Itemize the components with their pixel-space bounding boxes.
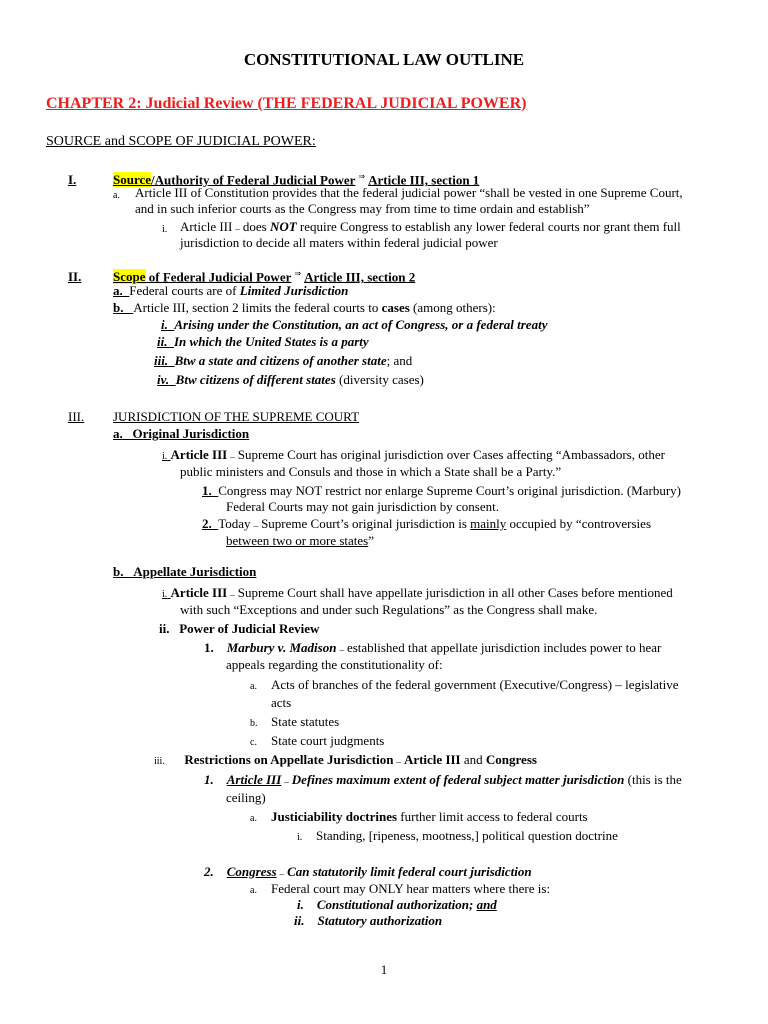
list-item-text: Federal court may ONLY hear matters where there is: xyxy=(271,881,551,896)
subsection-heading: b. Appellate Jurisdiction xyxy=(113,564,257,579)
list-item: iv. Btw citizens of different states (diversity cases) xyxy=(157,372,424,387)
dash-icon: – xyxy=(230,590,235,600)
subsection-heading: a. Original Jurisdiction xyxy=(113,426,250,441)
list-item: ii. Power of Judicial Review xyxy=(159,621,320,636)
list-item: a. xyxy=(250,813,257,824)
list-item: 2. Congress – Can statutorily limit federal court jurisdiction xyxy=(204,864,532,879)
heading-tail: Article III, section 1 xyxy=(368,172,480,188)
list-item-text: Article III – does NOT require Congress to establish any lower federal courts nor grant them full xyxy=(180,219,681,234)
list-item: b. xyxy=(250,718,258,729)
list-item: i. xyxy=(297,832,303,843)
numeral: II. xyxy=(68,269,82,285)
list-item-marker: i. xyxy=(162,224,168,235)
list-item: a. Federal courts are of Limited Jurisdiction xyxy=(113,283,349,298)
list-item: i. Article III – Supreme Court has original jurisdiction over Cases affecting “Ambassadors, other xyxy=(162,447,665,462)
list-item-text: acts xyxy=(271,695,292,710)
list-item: a. xyxy=(250,681,257,692)
list-item-text: Standing, [ripeness, mootness,] political question doctrine xyxy=(316,828,618,843)
list-item: iii. Btw a state and citizens of another state; and xyxy=(154,353,413,368)
dash-icon: – xyxy=(339,645,344,655)
arrow-icon: ⇒ xyxy=(294,269,302,278)
list-item-text: jurisdiction to decide all maters within federal judicial power xyxy=(180,235,498,250)
document-title: CONSTITUTIONAL LAW OUTLINE xyxy=(243,50,525,69)
list-item: b. Article III, section 2 limits the federal courts to cases (among others): xyxy=(113,300,496,315)
section-iii-heading: III. JURISDICTION OF THE SUPREME COURT xyxy=(68,409,360,424)
arrow-icon: ⇒ xyxy=(358,172,366,181)
dash-icon: – xyxy=(235,224,240,234)
list-item-text: appeals regarding the constitutionality of: xyxy=(226,657,443,672)
page-number: 1 xyxy=(380,962,388,977)
list-item-text: public ministers and Consuls and those in which a State shall be a Party.” xyxy=(180,464,562,479)
highlight-text: Source xyxy=(113,172,152,188)
list-item-text: and in such inferior courts as the Congress may from time to time ordain and establish” xyxy=(135,201,590,216)
list-item-text: with such “Exceptions and under such Regulations” as the Congress shall make. xyxy=(180,602,598,617)
heading-text: of Federal Judicial Power xyxy=(148,269,292,285)
list-item-text: ceiling) xyxy=(226,790,266,805)
dash-icon: – xyxy=(279,869,285,879)
list-item: i. Constitutional authorization; and xyxy=(297,897,497,912)
list-item-text: between two or more states” xyxy=(226,533,375,548)
numeral: I. xyxy=(68,172,77,188)
dash-icon: – xyxy=(253,521,259,531)
heading-text: /Authority of Federal Judicial Power xyxy=(151,172,356,188)
list-item: 1. Article III – Defines maximum extent of federal subject matter jurisdiction (this is the xyxy=(204,772,682,787)
list-item: i. Arising under the Constitution, an act of Congress, or a federal treaty xyxy=(161,317,548,332)
list-item: ii. Statutory authorization xyxy=(294,913,443,928)
list-item: 2. Today – Supreme Court’s original jurisdiction is mainly occupied by “controversies xyxy=(202,516,652,531)
list-item-text: State statutes xyxy=(271,714,340,729)
list-item: i. Article III – Supreme Court shall have appellate jurisdiction in all other Cases before mentioned xyxy=(162,585,673,600)
list-item: 1. Marbury v. Madison – established that appellate jurisdiction includes power to hear xyxy=(204,640,662,655)
list-item: 1. Congress may NOT restrict nor enlarge Supreme Court’s original jurisdiction. (Marbury) xyxy=(202,483,681,498)
chapter-heading: CHAPTER 2: Judicial Review (THE FEDERAL JUDICIAL POWER) xyxy=(46,95,527,112)
list-item: c. xyxy=(250,737,257,748)
heading-tail: Article III, section 2 xyxy=(304,269,416,285)
dash-icon: – xyxy=(230,452,235,462)
list-item-text: Article III of Constitution provides that the federal judicial power “shall be vested in one Supreme Court, xyxy=(135,185,683,200)
list-item: ii. In which the United States is a party xyxy=(157,334,369,349)
dash-icon: – xyxy=(284,777,289,787)
list-item-marker: a. xyxy=(113,190,120,201)
dash-icon: – xyxy=(396,757,401,767)
list-item-text: Federal Courts may not gain jurisdiction by consent. xyxy=(226,499,499,514)
list-item-text: Acts of branches of the federal government (Executive/Congress) – legislative xyxy=(271,677,679,692)
section-heading: SOURCE and SCOPE OF JUDICIAL POWER: xyxy=(46,134,316,149)
list-item-text: State court judgments xyxy=(271,733,385,748)
highlight-text: Scope xyxy=(113,269,146,285)
list-item: iii. Restrictions on Appellate Jurisdiction – Article III and Congress xyxy=(154,752,537,767)
list-item-text: Justiciability doctrines further limit access to federal courts xyxy=(271,809,588,824)
list-item: a. xyxy=(250,885,257,896)
